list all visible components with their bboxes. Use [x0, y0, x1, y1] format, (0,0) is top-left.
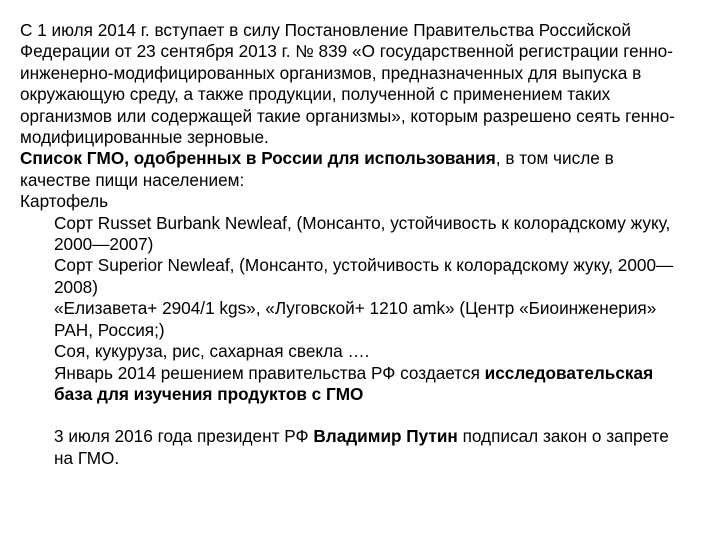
- document-page: [20, 20, 710, 469]
- list-item-elizaveta-cont: РАН, Россия;): [54, 319, 165, 340]
- list-item-january: [20, 363, 710, 384]
- intro-line-2: Федерации от 23 сентября 2013 г. № 839 «О государственной регистрации генно-: [20, 41, 673, 62]
- law-line-2: на ГМО.: [54, 447, 120, 468]
- intro-line-4: окружающую среду, а также продукции, полученной с применением таких: [20, 84, 611, 105]
- law-line: [20, 426, 710, 447]
- law-suffix: подписал закон о запрете: [457, 426, 669, 447]
- spacer: [20, 405, 710, 426]
- law-prefix: 3 июля 2016 года президент РФ: [54, 426, 314, 447]
- january-plain: Январь 2014 решением правительства РФ создается: [54, 362, 485, 383]
- list-item-superior: Сорт Superior Newleaf, (Монсанто, устойчивость к колорадскому жуку, 2000—: [54, 255, 674, 276]
- intro-line-1: С 1 июля 2014 г. вступает в силу Постановление Правительства Российской: [20, 20, 631, 40]
- list-heading-bold: Список ГМО, одобренных в России для использования: [20, 148, 496, 169]
- list-item-january-cont: база для изучения продуктов с ГМО: [54, 383, 364, 404]
- law-name: Владимир Путин: [313, 426, 458, 447]
- list-item-elizaveta: «Елизавета+ 2904/1 kgs», «Луговской+ 1210 amk» (Центр «Биоинженерия»: [54, 298, 657, 319]
- list-item-russet-cont: 2000—2007): [54, 234, 154, 255]
- intro-line-3: инженерно-модифицированных организмов, предназначенных для выпуска в: [20, 62, 642, 83]
- intro-line-6: модифицированные зерновые.: [20, 127, 269, 148]
- list-heading: [20, 148, 710, 169]
- list-item-soy: Соя, кукуруза, рис, сахарная свекла ….: [54, 341, 370, 362]
- list-item-russet: Сорт Russet Burbank Newleaf, (Монсанто, устойчивость к колорадскому жуку,: [54, 212, 671, 233]
- list-item-superior-cont: 2008): [54, 276, 98, 297]
- list-heading-line-2: качестве пищи населением:: [20, 169, 245, 190]
- intro-line-5: организмов или содержащей такие организмы», которым разрешено сеять генно-: [20, 105, 675, 126]
- potato-label: Картофель: [20, 191, 109, 212]
- list-heading-rest: , в том числе в: [495, 148, 614, 169]
- january-bold: исследовательская: [484, 362, 654, 383]
